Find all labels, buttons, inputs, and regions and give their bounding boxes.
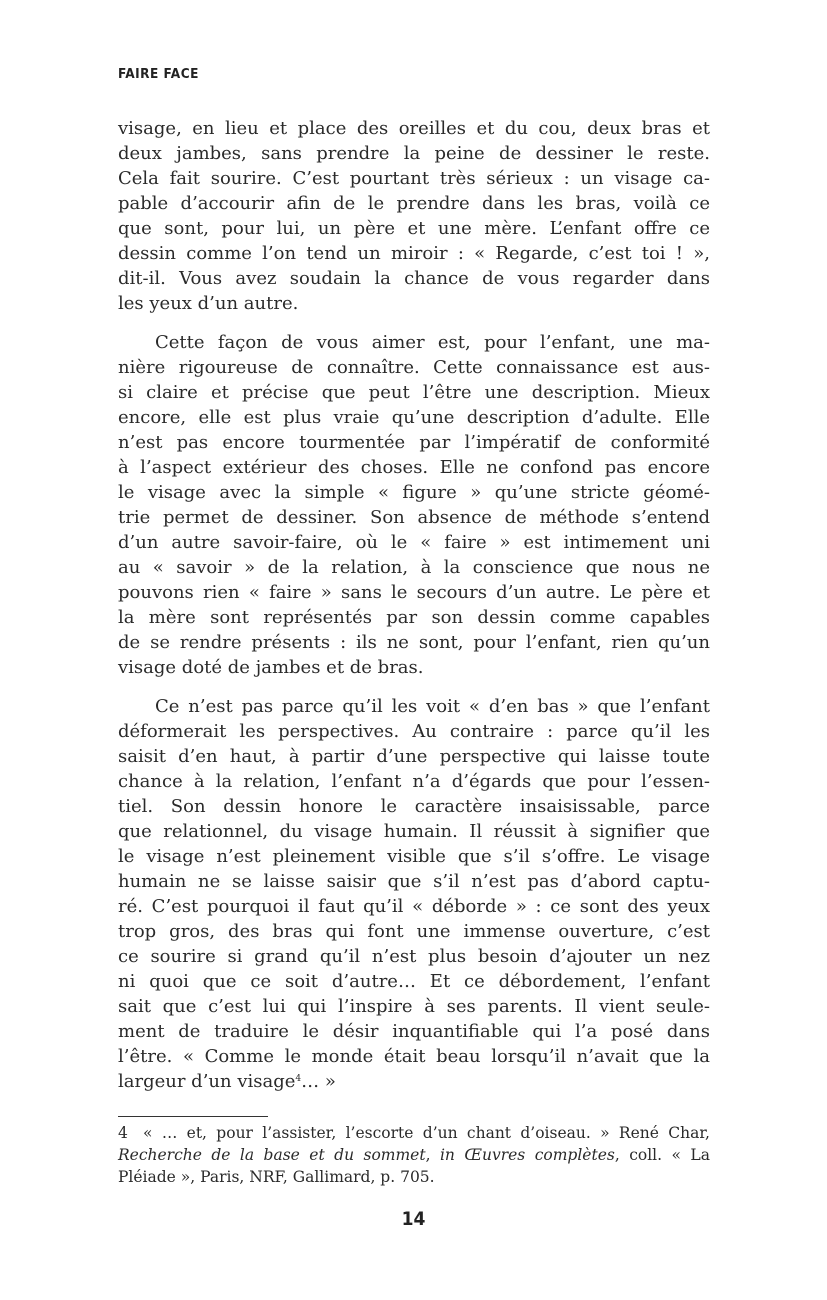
paragraph-line: ce sourire si grand qu’il n’est plus besoin d’ajouter un nez xyxy=(118,946,710,967)
paragraph-line: d’un autre savoir-faire, où le « faire » est intimement uni xyxy=(118,532,710,553)
paragraph-line: la mère sont représentés par son dessin comme capables xyxy=(118,607,710,628)
footnote-text: , coll. « La xyxy=(614,1146,710,1164)
paragraph-line: dessin comme l’on tend un miroir : « Regarde, c’est toi ! », xyxy=(118,243,710,264)
paragraph-line: saisit d’en haut, à partir d’une perspective qui laisse toute xyxy=(118,746,710,767)
paragraph-3 xyxy=(118,694,710,1094)
paragraph-line: n’est pas encore tourmentée par l’impératif de conformité xyxy=(118,432,710,453)
footnote xyxy=(118,1122,710,1188)
paragraph-line: Ce n’est pas parce qu’il les voit « d’en bas » que l’enfant xyxy=(155,696,710,717)
paragraph-line: dit-il. Vous avez soudain la chance de vous regarder dans xyxy=(118,268,710,289)
paragraph-line: Cette façon de vous aimer est, pour l’enfant, une ma- xyxy=(155,332,710,353)
footnote-separator xyxy=(118,1116,268,1117)
paragraph-2 xyxy=(118,330,710,680)
paragraph-line: chance à la relation, l’enfant n’a d’égards que pour l’essen- xyxy=(118,771,710,792)
paragraph-line: au « savoir » de la relation, à la conscience que nous ne xyxy=(118,557,710,578)
footnote-line-1 xyxy=(118,1122,710,1144)
footnote-number: 4 xyxy=(118,1124,128,1142)
footnote-text: « … et, pour l’assister, l’escorte d’un chant d’oiseau. » René Char, xyxy=(143,1124,710,1142)
paragraph-line: si claire et précise que peut l’être une description. Mieux xyxy=(118,382,710,403)
paragraph-line: à l’aspect extérieur des choses. Elle ne confond pas encore xyxy=(118,457,710,478)
paragraph-line: le visage n’est pleinement visible que s’il s’offre. Le visage xyxy=(118,846,710,867)
collection-title: in Œuvres complètes xyxy=(439,1146,615,1164)
paragraph-line: trop gros, des bras qui font une immense ouverture, c’est xyxy=(118,921,710,942)
paragraph-line: que relationnel, du visage humain. Il réussit à signifier que xyxy=(118,821,710,842)
paragraph-line: ni quoi que ce soit d’autre… Et ce débordement, l’enfant xyxy=(118,971,710,992)
paragraph-line: pouvons rien « faire » sans le secours d’un autre. Le père et xyxy=(118,582,710,603)
footnote-line-3: Pléiade », Paris, NRF, Gallimard, p. 705. xyxy=(118,1168,435,1186)
paragraph-line xyxy=(118,1069,710,1094)
paragraph-line: nière rigoureuse de connaître. Cette connaissance est aus- xyxy=(118,357,710,378)
paragraph-line: humain ne se laisse saisir que s’il n’est pas d’abord captu- xyxy=(118,871,710,892)
paragraph-line: pable d’accourir afin de le prendre dans les bras, voilà ce xyxy=(118,193,710,214)
book-title: Recherche de la base et du sommet xyxy=(118,1146,426,1164)
paragraph-line: visage, en lieu et place des oreilles et du cou, deux bras et xyxy=(118,118,710,139)
footnote-line-2 xyxy=(118,1144,710,1166)
footnote-reference: 4 xyxy=(295,1074,302,1084)
paragraph-line: tiel. Son dessin honore le caractère insaisissable, parce xyxy=(118,796,710,817)
paragraph-line: que sont, pour lui, un père et une mère. L’enfant offre ce xyxy=(118,218,710,239)
line-text: … » xyxy=(301,1071,336,1092)
paragraph-line: l’être. « Comme le monde était beau lorsqu’il n’avait que la xyxy=(118,1046,710,1067)
paragraph-line: trie permet de dessiner. Son absence de méthode s’entend xyxy=(118,507,710,528)
running-head: FAIRE FACE xyxy=(118,66,199,82)
page-number: 14 xyxy=(401,1208,426,1230)
line-text: largeur d’un visage xyxy=(118,1071,296,1092)
paragraph-1 xyxy=(118,116,710,316)
paragraph-line: les yeux d’un autre. xyxy=(118,293,299,314)
paragraph-line: deux jambes, sans prendre la peine de dessiner le reste. xyxy=(118,143,710,164)
paragraph-line: sait que c’est lui qui l’inspire à ses parents. Il vient seule- xyxy=(118,996,710,1017)
paragraph-line: de se rendre présents : ils ne sont, pour l’enfant, rien qu’un xyxy=(118,632,710,653)
paragraph-line: ment de traduire le désir inquantifiable qui l’a posé dans xyxy=(118,1021,710,1042)
separator: , xyxy=(425,1146,440,1164)
paragraph-line: Cela fait sourire. C’est pourtant très sérieux : un visage ca- xyxy=(118,168,710,189)
paragraph-line: ré. C’est pourquoi il faut qu’il « déborde » : ce sont des yeux xyxy=(118,896,710,917)
paragraph-line: le visage avec la simple « figure » qu’une stricte géomé- xyxy=(118,482,710,503)
paragraph-line: encore, elle est plus vraie qu’une description d’adulte. Elle xyxy=(118,407,710,428)
paragraph-line: déformerait les perspectives. Au contraire : parce qu’il les xyxy=(118,721,710,742)
paragraph-line: visage doté de jambes et de bras. xyxy=(118,657,424,678)
body-text xyxy=(118,116,710,1094)
